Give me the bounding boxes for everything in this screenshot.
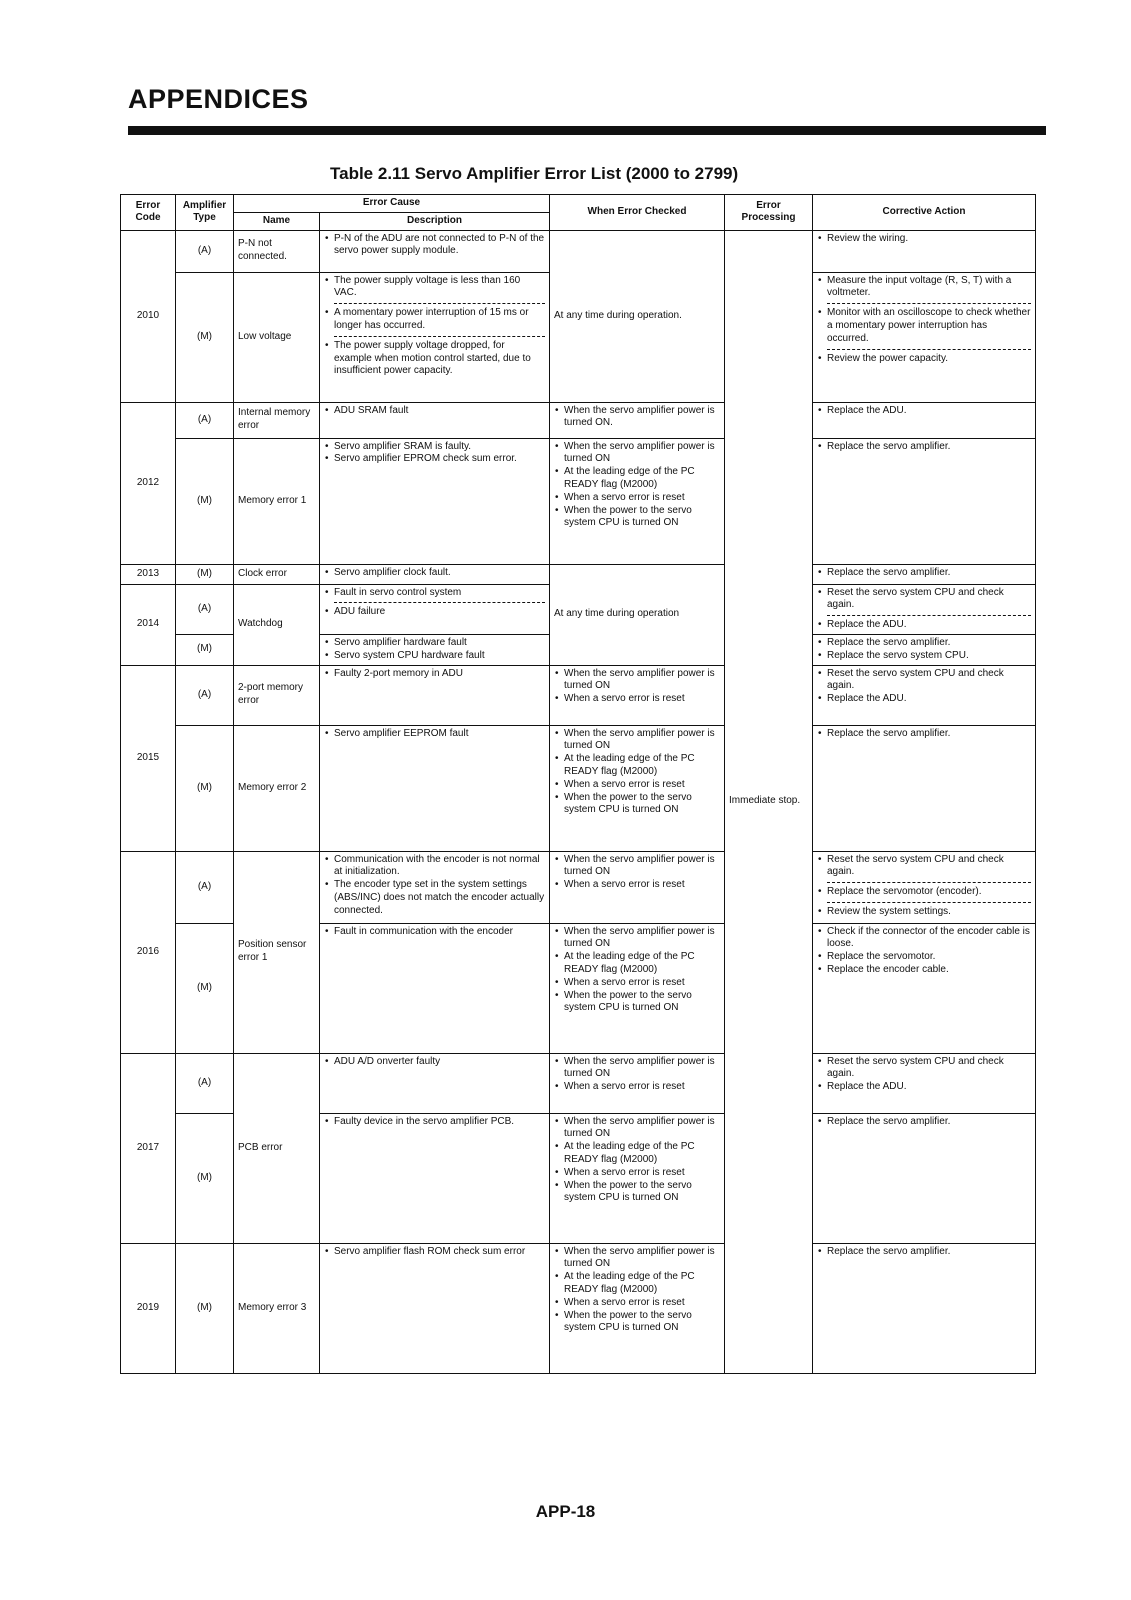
- when-checked-list-item: • When a servo error is reset: [564, 879, 720, 892]
- table-row: [121, 851, 1036, 923]
- description-list-item: • Servo amplifier SRAM is faulty.: [334, 441, 545, 454]
- when-checked-list-item: • When the servo amplifier power is turned ON: [564, 1056, 720, 1082]
- corrective-action-list-item: • Replace the servo system CPU.: [827, 650, 1031, 663]
- description-list: [324, 233, 545, 259]
- description-list-item: • ADU SRAM fault: [334, 405, 545, 418]
- header-when-checked: When Error Checked: [550, 195, 725, 231]
- corrective-action-list: [817, 587, 1031, 632]
- table-row: [121, 402, 1036, 438]
- table-title: Table 2.11 Servo Amplifier Error List (2000 to 2799): [330, 164, 739, 183]
- description-list: [324, 637, 545, 663]
- description-list-item: • ADU failure: [334, 602, 545, 619]
- description-list-item: • The power supply voltage dropped, for example when motion control started, due to insufficient power capacity.: [334, 336, 545, 378]
- corrective-action-cell: [813, 725, 1036, 851]
- error-name-cell: Memory error 2: [234, 725, 320, 851]
- error-code-cell: 2019: [121, 1243, 176, 1373]
- description-cell: [320, 665, 550, 725]
- when-checked-list-item: • When a servo error is reset: [564, 693, 720, 706]
- description-list-item: • Servo amplifier hardware fault: [334, 637, 545, 650]
- error-code-cell: 2013: [121, 564, 176, 584]
- error-code-cell: 2014: [121, 584, 176, 665]
- corrective-action-list-item: • Measure the input voltage (R, S, T) with a voltmeter.: [827, 275, 1031, 301]
- when-checked-list-item: • At the leading edge of the PC READY flag (M2000): [564, 1271, 720, 1297]
- description-list-item: • Servo amplifier EEPROM fault: [334, 728, 545, 741]
- description-list: [324, 1116, 545, 1129]
- when-checked-list-item: • When a servo error is reset: [564, 977, 720, 990]
- description-list-item: • P-N of the ADU are not connected to P-N of the servo power supply module.: [334, 233, 545, 259]
- corrective-action-cell: [813, 1053, 1036, 1113]
- error-name-cell: Watchdog: [234, 584, 320, 665]
- when-checked-cell: [550, 1053, 725, 1113]
- when-checked-list-item: • At the leading edge of the PC READY flag (M2000): [564, 753, 720, 779]
- amplifier-type-cell: (M): [176, 1243, 234, 1373]
- description-list-item: • The power supply voltage is less than 160 VAC.: [334, 275, 545, 301]
- section-heading: APPENDICES: [128, 84, 309, 114]
- when-checked-cell: [550, 438, 725, 564]
- when-checked-cell: [550, 402, 725, 438]
- description-list-item: • Fault in servo control system: [334, 587, 545, 600]
- amplifier-type-cell: (A): [176, 1053, 234, 1113]
- corrective-action-cell: [813, 564, 1036, 584]
- corrective-action-cell: [813, 438, 1036, 564]
- description-list-item: • Faulty device in the servo amplifier PCB.: [334, 1116, 545, 1129]
- description-list: [324, 567, 545, 580]
- amplifier-type-cell: (M): [176, 564, 234, 584]
- when-checked-list-item: • When a servo error is reset: [564, 1167, 720, 1180]
- when-checked-list-item: • When a servo error is reset: [564, 779, 720, 792]
- description-cell: [320, 272, 550, 402]
- description-list-item: • Servo amplifier clock fault.: [334, 567, 545, 580]
- description-cell: [320, 923, 550, 1053]
- header-name: Name: [234, 212, 320, 230]
- error-name-cell: 2-port memory error: [234, 665, 320, 725]
- corrective-action-list: [817, 1246, 1031, 1259]
- corrective-action-list-item: • Replace the ADU.: [827, 693, 1031, 706]
- description-cell: [320, 438, 550, 564]
- when-checked-cell: [550, 1243, 725, 1373]
- description-list: [324, 668, 545, 681]
- when-checked-list: [554, 668, 720, 706]
- when-checked-list: [554, 854, 720, 892]
- amplifier-type-cell: (A): [176, 851, 234, 923]
- when-checked-cell: [550, 1113, 725, 1243]
- corrective-action-cell: [813, 272, 1036, 402]
- description-list-item: • Servo amplifier EPROM check sum error.: [334, 453, 545, 466]
- amplifier-type-cell: (M): [176, 923, 234, 1053]
- corrective-action-list-item: • Replace the ADU.: [827, 405, 1031, 418]
- header-corrective-action: Corrective Action: [813, 195, 1036, 231]
- when-checked-list-item: • When the servo amplifier power is turned ON: [564, 1246, 720, 1272]
- when-checked-list-item: • When the power to the servo system CPU is turned ON: [564, 505, 720, 531]
- description-list: [324, 275, 545, 379]
- table-row: [121, 665, 1036, 725]
- corrective-action-cell: [813, 851, 1036, 923]
- corrective-action-list: [817, 854, 1031, 919]
- error-code-cell: 2016: [121, 851, 176, 1053]
- description-list-item: • Fault in communication with the encoder: [334, 926, 545, 939]
- header-description: Description: [320, 212, 550, 230]
- when-checked-list-item: • When the servo amplifier power is turned ON: [564, 441, 720, 467]
- when-checked-list-item: • When a servo error is reset: [564, 492, 720, 505]
- description-list: [324, 405, 545, 418]
- description-list: [324, 854, 545, 918]
- corrective-action-list-item: • Replace the ADU.: [827, 615, 1031, 632]
- error-name-cell: Position sensor error 1: [234, 851, 320, 1053]
- corrective-action-cell: [813, 634, 1036, 665]
- error-code-cell: 2015: [121, 665, 176, 851]
- description-list-item: • Faulty 2-port memory in ADU: [334, 668, 545, 681]
- corrective-action-cell: [813, 1243, 1036, 1373]
- when-checked-cell: [550, 665, 725, 725]
- description-list: [324, 926, 545, 939]
- amplifier-type-cell: (A): [176, 665, 234, 725]
- corrective-action-cell: [813, 584, 1036, 634]
- when-checked-list-item: • When the servo amplifier power is turned ON: [564, 1116, 720, 1142]
- table-row: [121, 1053, 1036, 1113]
- when-checked-text: At any time during operation.: [554, 309, 682, 321]
- corrective-action-list-item: • Replace the servomotor (encoder).: [827, 882, 1031, 899]
- when-checked-list: [554, 405, 720, 431]
- corrective-action-list-item: • Reset the servo system CPU and check again.: [827, 587, 1031, 613]
- corrective-action-list-item: • Replace the ADU.: [827, 1081, 1031, 1094]
- description-list-item: • Servo amplifier flash ROM check sum error: [334, 1246, 545, 1259]
- description-cell: [320, 1053, 550, 1113]
- description-list-item: • A momentary power interruption of 15 ms or longer has occurred.: [334, 303, 545, 333]
- corrective-action-cell: [813, 1113, 1036, 1243]
- when-checked-cell: [550, 564, 725, 665]
- when-checked-list: [554, 1116, 720, 1206]
- when-checked-list-item: • When a servo error is reset: [564, 1297, 720, 1310]
- when-checked-cell: [550, 851, 725, 923]
- heading-rule: [128, 126, 1046, 135]
- corrective-action-list-item: • Check if the connector of the encoder cable is loose.: [827, 926, 1031, 952]
- description-list-item: • The encoder type set in the system settings (ABS/INC) does not match the encoder actually connected.: [334, 879, 545, 917]
- description-cell: [320, 230, 550, 272]
- amplifier-type-cell: (A): [176, 584, 234, 634]
- description-list: [324, 728, 545, 741]
- error-name-cell: PCB error: [234, 1053, 320, 1243]
- when-checked-list: [554, 926, 720, 1016]
- corrective-action-list: [817, 728, 1031, 741]
- error-code-cell: 2012: [121, 402, 176, 564]
- corrective-action-list: [817, 405, 1031, 418]
- corrective-action-list: [817, 441, 1031, 454]
- description-list-item: • Communication with the encoder is not normal at initialization.: [334, 854, 545, 880]
- description-cell: [320, 564, 550, 584]
- amplifier-type-cell: (A): [176, 402, 234, 438]
- description-cell: [320, 634, 550, 665]
- amplifier-type-cell: (M): [176, 1113, 234, 1243]
- corrective-action-list-item: • Replace the servo amplifier.: [827, 1246, 1031, 1259]
- corrective-action-list-item: • Reset the servo system CPU and check again.: [827, 854, 1031, 880]
- corrective-action-list-item: • Review the wiring.: [827, 233, 1031, 246]
- error-name-cell: Memory error 3: [234, 1243, 320, 1373]
- when-checked-list-item: • When the servo amplifier power is turned ON: [564, 728, 720, 754]
- header-error-processing: Error Processing: [725, 195, 813, 231]
- corrective-action-list: [817, 233, 1031, 246]
- corrective-action-cell: [813, 665, 1036, 725]
- when-checked-cell: [550, 923, 725, 1053]
- corrective-action-list-item: • Replace the servo amplifier.: [827, 441, 1031, 454]
- when-checked-text: At any time during operation: [554, 608, 680, 620]
- error-code-cell: 2010: [121, 230, 176, 402]
- table-row: [121, 438, 1036, 564]
- when-checked-list-item: • When the servo amplifier power is turned ON.: [564, 405, 720, 431]
- corrective-action-list-item: • Reset the servo system CPU and check again.: [827, 668, 1031, 694]
- when-checked-list-item: • When the servo amplifier power is turned ON: [564, 854, 720, 880]
- error-name-cell: Memory error 1: [234, 438, 320, 564]
- when-checked-list-item: • When the power to the servo system CPU is turned ON: [564, 990, 720, 1016]
- corrective-action-list: [817, 668, 1031, 706]
- corrective-action-cell: [813, 923, 1036, 1053]
- when-checked-list-item: • When the power to the servo system CPU is turned ON: [564, 1180, 720, 1206]
- description-list-item: • Servo system CPU hardware fault: [334, 650, 545, 663]
- corrective-action-list: [817, 637, 1031, 663]
- corrective-action-list-item: • Monitor with an oscilloscope to check whether a momentary power interruption has occurred.: [827, 303, 1031, 345]
- corrective-action-list-item: • Replace the servo amplifier.: [827, 1116, 1031, 1129]
- corrective-action-list-item: • Review the system settings.: [827, 902, 1031, 919]
- when-checked-list-item: • When the power to the servo system CPU is turned ON: [564, 1310, 720, 1336]
- corrective-action-cell: [813, 230, 1036, 272]
- corrective-action-list-item: • Replace the servo amplifier.: [827, 637, 1031, 650]
- when-checked-list: [554, 1246, 720, 1336]
- header-error-cause: Error Cause: [234, 195, 550, 213]
- when-checked-cell: [550, 725, 725, 851]
- when-checked-list-item: • At the leading edge of the PC READY flag (M2000): [564, 466, 720, 492]
- when-checked-list: [554, 1056, 720, 1094]
- when-checked-cell: [550, 230, 725, 402]
- corrective-action-list-item: • Replace the encoder cable.: [827, 964, 1031, 977]
- description-cell: [320, 725, 550, 851]
- description-cell: [320, 1113, 550, 1243]
- when-checked-list-item: • At the leading edge of the PC READY flag (M2000): [564, 1141, 720, 1167]
- error-name-cell: P-N not connected.: [234, 230, 320, 272]
- corrective-action-list-item: • Review the power capacity.: [827, 349, 1031, 366]
- error-table: [120, 194, 1036, 1374]
- when-checked-list-item: • When a servo error is reset: [564, 1081, 720, 1094]
- amplifier-type-cell: (M): [176, 438, 234, 564]
- table-row: [121, 1243, 1036, 1373]
- error-name-cell: Internal memory error: [234, 402, 320, 438]
- description-cell: [320, 1243, 550, 1373]
- amplifier-type-cell: (M): [176, 634, 234, 665]
- description-list: [324, 1056, 545, 1069]
- corrective-action-cell: [813, 402, 1036, 438]
- error-name-cell: Low voltage: [234, 272, 320, 402]
- header-amplifier-type: Amplifier Type: [176, 195, 234, 231]
- description-cell: [320, 851, 550, 923]
- corrective-action-list-item: • Replace the servo amplifier.: [827, 728, 1031, 741]
- description-list-item: • ADU A/D onverter faulty: [334, 1056, 545, 1069]
- error-name-cell: Clock error: [234, 564, 320, 584]
- description-cell: [320, 584, 550, 634]
- amplifier-type-cell: (M): [176, 272, 234, 402]
- error-processing-cell: Immediate stop.: [725, 230, 813, 1373]
- table-row: [121, 725, 1036, 851]
- corrective-action-list: [817, 926, 1031, 977]
- when-checked-list: [554, 728, 720, 818]
- amplifier-type-cell: (A): [176, 230, 234, 272]
- corrective-action-list: [817, 275, 1031, 366]
- description-cell: [320, 402, 550, 438]
- corrective-action-list-item: • Replace the servo amplifier.: [827, 567, 1031, 580]
- when-checked-list-item: • When the power to the servo system CPU is turned ON: [564, 792, 720, 818]
- corrective-action-list-item: • Replace the servomotor.: [827, 951, 1031, 964]
- error-code-cell: 2017: [121, 1053, 176, 1243]
- table-row: [121, 564, 1036, 584]
- corrective-action-list: [817, 1056, 1031, 1094]
- when-checked-list-item: • At the leading edge of the PC READY flag (M2000): [564, 951, 720, 977]
- table-row: [121, 230, 1036, 272]
- header-error-code: Error Code: [121, 195, 176, 231]
- page-number: APP-18: [535, 1502, 596, 1521]
- table-body: [121, 230, 1036, 1373]
- when-checked-list-item: • When the servo amplifier power is turned ON: [564, 926, 720, 952]
- description-list: [324, 441, 545, 467]
- corrective-action-list: [817, 567, 1031, 580]
- amplifier-type-cell: (M): [176, 725, 234, 851]
- description-list: [324, 587, 545, 620]
- corrective-action-list: [817, 1116, 1031, 1129]
- when-checked-list: [554, 441, 720, 531]
- when-checked-list-item: • When the servo amplifier power is turned ON: [564, 668, 720, 694]
- description-list: [324, 1246, 545, 1259]
- corrective-action-list-item: • Reset the servo system CPU and check again.: [827, 1056, 1031, 1082]
